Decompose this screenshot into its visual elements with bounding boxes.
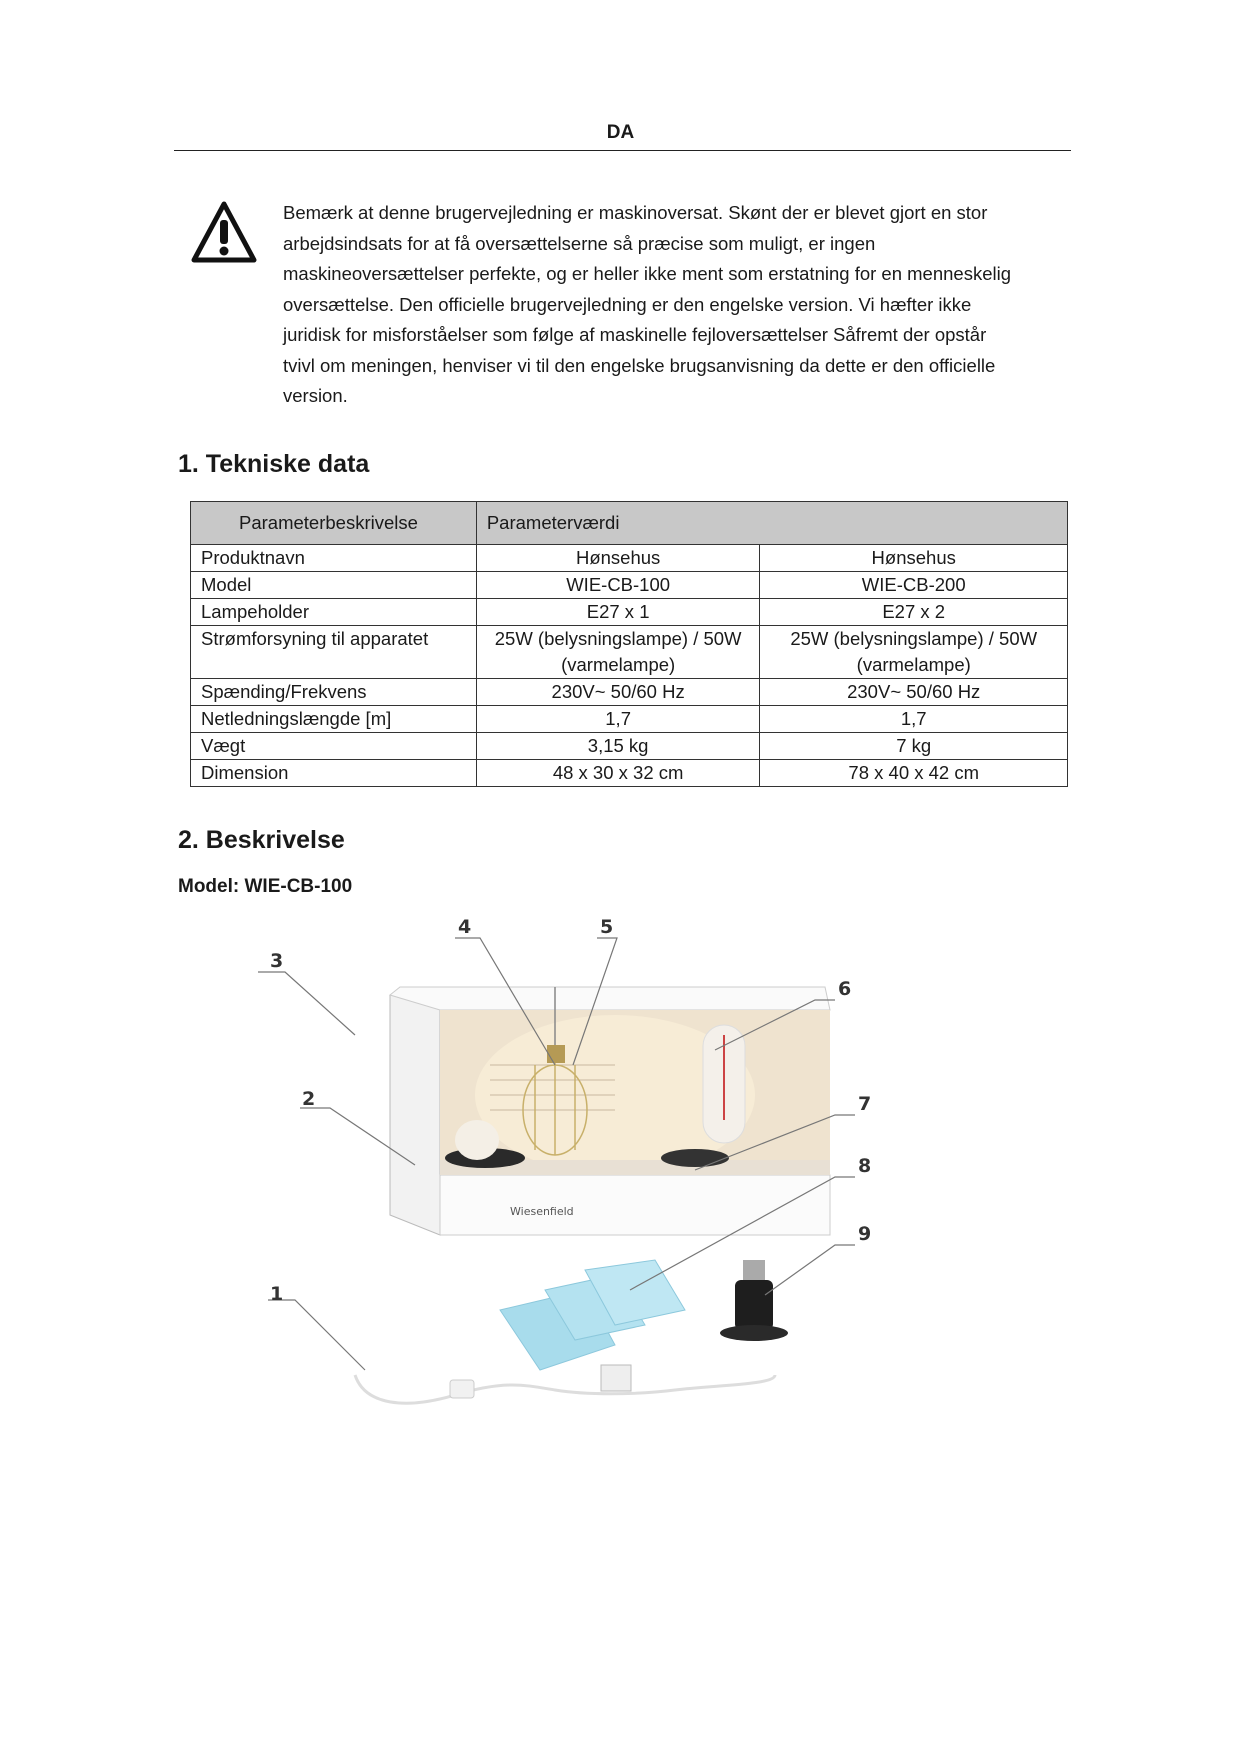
table-row (191, 599, 1068, 626)
table-cell: Lampeholder (191, 599, 477, 626)
table-cell: 1,7 (760, 706, 1068, 733)
header-cell (191, 502, 477, 545)
callout-label: 4 (458, 916, 472, 938)
table-cell: 25W (belysningslampe) / 50W (varmelampe) (476, 626, 760, 679)
power-cord (355, 1365, 775, 1403)
header-cell (476, 502, 1067, 545)
table-cell: WIE-CB-200 (760, 572, 1068, 599)
notice-line: arbejdsindsats for at få oversættelserne så præcise som muligt, er ingen (283, 232, 876, 254)
table-cell: Vægt (191, 733, 477, 760)
callout-label: 9 (858, 1223, 872, 1245)
callout-label: 2 (302, 1088, 316, 1110)
table-cell: 25W (belysningslampe) / 50W (varmelampe) (760, 626, 1068, 679)
callout-label: 7 (858, 1093, 872, 1115)
table-cell: 78 x 40 x 42 cm (760, 760, 1068, 787)
table-cell: Netledningslængde [m] (191, 706, 477, 733)
table-cell: 3,15 kg (476, 733, 760, 760)
callout-label: 1 (270, 1283, 284, 1305)
table-row (191, 733, 1068, 760)
table-cell: Dimension (191, 760, 477, 787)
table-cell: Produktnavn (191, 545, 477, 572)
notice-line: maskineoversættelser perfekte, og er heller ikke ment som erstatning for en menneskelig (283, 263, 1012, 284)
brand-logo: Wiesenfield (510, 1205, 574, 1218)
table-cell: Hønsehus (476, 545, 760, 572)
product-figure (255, 915, 955, 1475)
warning-icon (190, 200, 258, 264)
table-cell: 48 x 30 x 32 cm (476, 760, 760, 787)
notice-line: version. (283, 385, 348, 406)
callout-label: 5 (600, 916, 614, 938)
table-row (191, 572, 1068, 599)
table-cell: Strømforsyning til apparatet (191, 626, 477, 679)
notice-line: oversættelse. Den officielle brugervejledning er den engelske version. Vi hæfter ikke (283, 293, 972, 315)
translation-notice (283, 198, 1056, 412)
header-value-label: Parameterværdi (486, 512, 620, 533)
section-title-description: 2. Beskrivelse (178, 826, 345, 854)
table-row (191, 706, 1068, 733)
model-label: Model: WIE-CB-100 (178, 876, 353, 897)
table-cell: Model (191, 572, 477, 599)
header-rule (174, 150, 1071, 151)
table-row (191, 545, 1068, 572)
table-cell: E27 x 2 (760, 599, 1068, 626)
table-row (191, 760, 1068, 787)
table-cell: WIE-CB-100 (476, 572, 760, 599)
table-cell: 7 kg (760, 733, 1068, 760)
header-param-label: Parameterbeskrivelse (239, 512, 418, 533)
technical-data-table (190, 501, 1068, 787)
table-cell: 230V~ 50/60 Hz (760, 679, 1068, 706)
callout-label: 8 (858, 1155, 872, 1177)
table-cell: 1,7 (476, 706, 760, 733)
table-row (191, 626, 1068, 679)
bedding-pads (500, 1260, 685, 1370)
notice-line: juridisk for misforståelser som følge af maskinelle fejloversættelser Såfremt der opstår (283, 324, 987, 345)
language-code: DA (606, 122, 635, 143)
callout-label: 6 (838, 978, 852, 1000)
table-cell: Hønsehus (760, 545, 1068, 572)
heat-lamp-socket (720, 1260, 788, 1341)
notice-line: tvivl om meningen, henviser vi til den engelske brugsanvisning da dette er den officielle (283, 354, 996, 376)
table-cell: E27 x 1 (476, 599, 760, 626)
table-cell: Spænding/Frekvens (191, 679, 477, 706)
notice-line: Bemærk at denne brugervejledning er maskinoversat. Skønt der er blevet gjort en stor (283, 202, 988, 223)
table-row (191, 679, 1068, 706)
callout-label: 3 (270, 950, 284, 972)
table-cell: 230V~ 50/60 Hz (476, 679, 760, 706)
table-header-row (191, 502, 1068, 545)
section-title-technical-data: 1. Tekniske data (178, 450, 370, 478)
coop-illustration (390, 987, 830, 1235)
